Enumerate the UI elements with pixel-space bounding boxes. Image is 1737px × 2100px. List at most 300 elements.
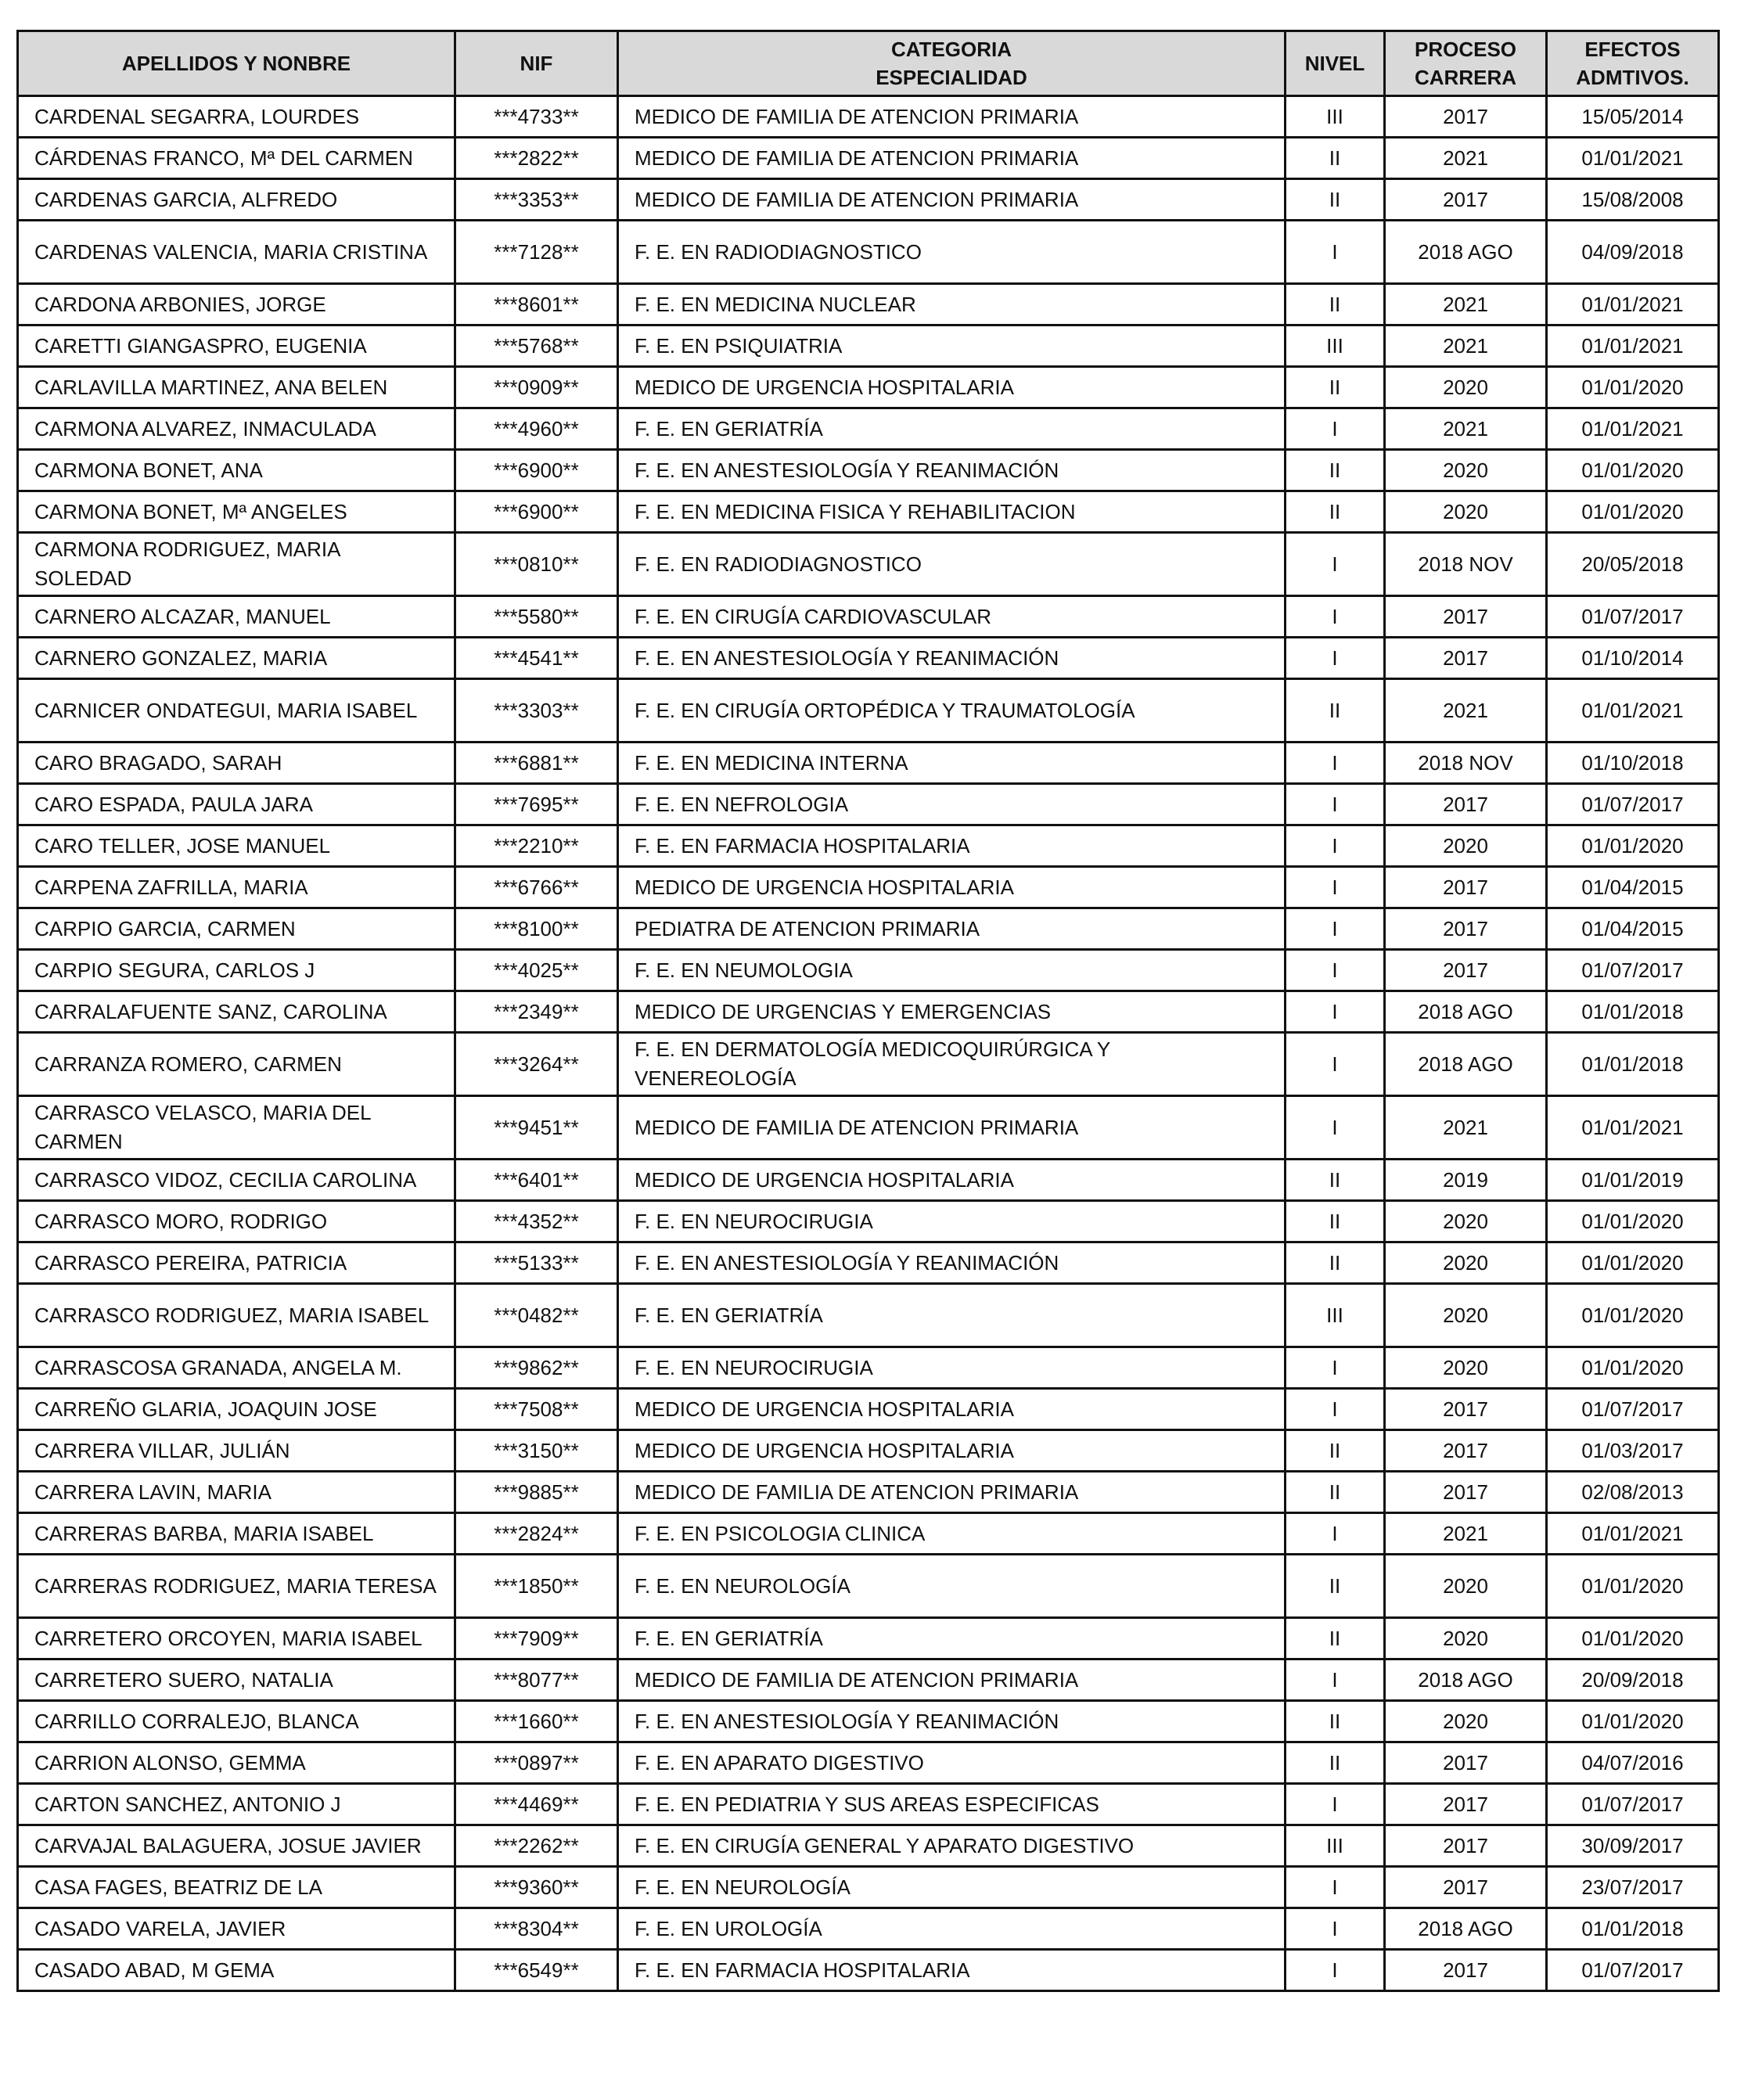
cell-name: CARRANZA ROMERO, CARMEN <box>18 1033 455 1096</box>
cell-process: 2017 <box>1385 96 1547 138</box>
cell-nif: ***9451** <box>455 1096 618 1160</box>
table-row <box>18 179 1719 221</box>
cell-process: 2020 <box>1385 367 1547 408</box>
cell-name: CARDONA ARBONIES, JORGE <box>18 284 455 325</box>
cell-nif: ***0897** <box>455 1742 618 1784</box>
table-row <box>18 1201 1719 1242</box>
cell-name: CARMONA ALVAREZ, INMACULADA <box>18 408 455 450</box>
cell-nif: ***4352** <box>455 1201 618 1242</box>
cell-effects-date: 01/01/2021 <box>1547 1513 1719 1555</box>
cell-name: CARNERO GONZALEZ, MARIA <box>18 638 455 679</box>
cell-process: 2017 <box>1385 1389 1547 1430</box>
cell-effects-date: 01/01/2018 <box>1547 991 1719 1033</box>
cell-category: F. E. EN GERIATRÍA <box>618 408 1286 450</box>
header-process-line1: PROCESO <box>1414 38 1517 61</box>
cell-process: 2021 <box>1385 284 1547 325</box>
cell-process: 2017 <box>1385 784 1547 825</box>
cell-nif: ***6401** <box>455 1160 618 1201</box>
cell-category: F. E. EN UROLOGÍA <box>618 1908 1286 1950</box>
cell-nif: ***0909** <box>455 367 618 408</box>
cell-category: F. E. EN CIRUGÍA CARDIOVASCULAR <box>618 596 1286 638</box>
cell-name: CARRASCO PEREIRA, PATRICIA <box>18 1242 455 1284</box>
cell-effects-date: 01/07/2017 <box>1547 1784 1719 1825</box>
table-row <box>18 1242 1719 1284</box>
cell-category: F. E. EN CIRUGÍA ORTOPÉDICA Y TRAUMATOLOGÍA <box>618 679 1286 743</box>
cell-level: II <box>1286 138 1385 179</box>
cell-level: I <box>1286 1389 1385 1430</box>
cell-effects-date: 01/03/2017 <box>1547 1430 1719 1472</box>
cell-nif: ***9885** <box>455 1472 618 1513</box>
cell-level: II <box>1286 367 1385 408</box>
cell-process: 2021 <box>1385 1096 1547 1160</box>
cell-category: F. E. EN ANESTESIOLOGÍA Y REANIMACIÓN <box>618 1242 1286 1284</box>
cell-effects-date: 01/07/2017 <box>1547 950 1719 991</box>
cell-effects-date: 01/01/2020 <box>1547 1242 1719 1284</box>
header-category-line2: ESPECIALIDAD <box>876 66 1027 89</box>
cell-process: 2020 <box>1385 1618 1547 1660</box>
cell-nif: ***2210** <box>455 825 618 867</box>
cell-nif: ***8304** <box>455 1908 618 1950</box>
cell-process: 2020 <box>1385 450 1547 491</box>
cell-category: MEDICO DE URGENCIA HOSPITALARIA <box>618 1160 1286 1201</box>
cell-nif: ***4469** <box>455 1784 618 1825</box>
cell-process: 2018 AGO <box>1385 991 1547 1033</box>
cell-level: II <box>1286 1201 1385 1242</box>
cell-process: 2020 <box>1385 491 1547 533</box>
cell-level: I <box>1286 908 1385 950</box>
cell-effects-date: 23/07/2017 <box>1547 1867 1719 1908</box>
table-row <box>18 743 1719 784</box>
table-row <box>18 1096 1719 1160</box>
cell-effects-date: 01/01/2020 <box>1547 367 1719 408</box>
cell-name: CARPENA ZAFRILLA, MARIA <box>18 867 455 908</box>
cell-level: II <box>1286 1701 1385 1742</box>
cell-category: F. E. EN ANESTESIOLOGÍA Y REANIMACIÓN <box>618 1701 1286 1742</box>
cell-name: CARNICER ONDATEGUI, MARIA ISABEL <box>18 679 455 743</box>
cell-category: F. E. EN ANESTESIOLOGÍA Y REANIMACIÓN <box>618 638 1286 679</box>
cell-process: 2018 NOV <box>1385 533 1547 596</box>
table-row <box>18 491 1719 533</box>
cell-name: CÁRDENAS FRANCO, Mª DEL CARMEN <box>18 138 455 179</box>
cell-level: I <box>1286 991 1385 1033</box>
cell-name: CARDENAS GARCIA, ALFREDO <box>18 179 455 221</box>
cell-process: 2017 <box>1385 950 1547 991</box>
cell-level: III <box>1286 96 1385 138</box>
cell-name: CARRILLO CORRALEJO, BLANCA <box>18 1701 455 1742</box>
cell-category: F. E. EN MEDICINA NUCLEAR <box>618 284 1286 325</box>
cell-level: II <box>1286 1242 1385 1284</box>
cell-level: I <box>1286 1867 1385 1908</box>
cell-nif: ***9360** <box>455 1867 618 1908</box>
cell-name: CARRERAS BARBA, MARIA ISABEL <box>18 1513 455 1555</box>
table-row <box>18 1950 1719 1991</box>
cell-effects-date: 01/01/2019 <box>1547 1160 1719 1201</box>
cell-level: II <box>1286 1742 1385 1784</box>
cell-process: 2018 AGO <box>1385 1660 1547 1701</box>
cell-name: CARRETERO SUERO, NATALIA <box>18 1660 455 1701</box>
cell-category: F. E. EN NEUROCIRUGIA <box>618 1347 1286 1389</box>
cell-effects-date: 01/07/2017 <box>1547 784 1719 825</box>
cell-nif: ***0482** <box>455 1284 618 1347</box>
cell-nif: ***6900** <box>455 450 618 491</box>
cell-effects-date: 01/01/2020 <box>1547 450 1719 491</box>
cell-nif: ***3150** <box>455 1430 618 1472</box>
cell-category: F. E. EN NEFROLOGIA <box>618 784 1286 825</box>
cell-nif: ***4733** <box>455 96 618 138</box>
cell-effects-date: 01/01/2020 <box>1547 1347 1719 1389</box>
cell-category: MEDICO DE FAMILIA DE ATENCION PRIMARIA <box>618 96 1286 138</box>
cell-category: MEDICO DE URGENCIA HOSPITALARIA <box>618 1389 1286 1430</box>
cell-effects-date: 01/01/2020 <box>1547 1201 1719 1242</box>
cell-category: F. E. EN FARMACIA HOSPITALARIA <box>618 1950 1286 1991</box>
cell-name: CARO ESPADA, PAULA JARA <box>18 784 455 825</box>
cell-category: F. E. EN NEUROLOGÍA <box>618 1867 1286 1908</box>
table-row <box>18 1389 1719 1430</box>
cell-nif: ***3264** <box>455 1033 618 1096</box>
cell-category: MEDICO DE URGENCIA HOSPITALARIA <box>618 1430 1286 1472</box>
table-row <box>18 1660 1719 1701</box>
header-effects-line2: ADMTIVOS. <box>1576 66 1689 89</box>
cell-name: CARRION ALONSO, GEMMA <box>18 1742 455 1784</box>
cell-effects-date: 02/08/2013 <box>1547 1472 1719 1513</box>
cell-effects-date: 01/01/2021 <box>1547 1096 1719 1160</box>
cell-process: 2017 <box>1385 638 1547 679</box>
cell-process: 2021 <box>1385 679 1547 743</box>
header-process-line2: CARRERA <box>1415 66 1516 89</box>
cell-nif: ***2822** <box>455 138 618 179</box>
cell-category: F. E. EN PEDIATRIA Y SUS AREAS ESPECIFICAS <box>618 1784 1286 1825</box>
cell-process: 2019 <box>1385 1160 1547 1201</box>
cell-nif: ***5768** <box>455 325 618 367</box>
table-row <box>18 1742 1719 1784</box>
cell-category: F. E. EN ANESTESIOLOGÍA Y REANIMACIÓN <box>618 450 1286 491</box>
table-row <box>18 221 1719 284</box>
career-level-table <box>16 30 1720 1992</box>
table-row <box>18 1908 1719 1950</box>
cell-effects-date: 01/01/2020 <box>1547 825 1719 867</box>
cell-name: CARPIO SEGURA, CARLOS J <box>18 950 455 991</box>
table-row <box>18 1555 1719 1618</box>
table-row <box>18 1618 1719 1660</box>
cell-name: CARRASCO VELASCO, MARIA DEL CARMEN <box>18 1096 455 1160</box>
table-row <box>18 450 1719 491</box>
table-row <box>18 825 1719 867</box>
cell-level: I <box>1286 1784 1385 1825</box>
cell-level: III <box>1286 1825 1385 1867</box>
cell-nif: ***2262** <box>455 1825 618 1867</box>
cell-category: F. E. EN GERIATRÍA <box>618 1618 1286 1660</box>
cell-name: CASA FAGES, BEATRIZ DE LA <box>18 1867 455 1908</box>
cell-process: 2017 <box>1385 1950 1547 1991</box>
cell-category: F. E. EN MEDICINA FISICA Y REHABILITACION <box>618 491 1286 533</box>
cell-effects-date: 01/01/2018 <box>1547 1908 1719 1950</box>
cell-effects-date: 01/01/2020 <box>1547 1618 1719 1660</box>
cell-level: I <box>1286 1033 1385 1096</box>
cell-effects-date: 01/04/2015 <box>1547 908 1719 950</box>
table-row <box>18 367 1719 408</box>
cell-nif: ***3353** <box>455 179 618 221</box>
cell-level: I <box>1286 1347 1385 1389</box>
cell-category: F. E. EN FARMACIA HOSPITALARIA <box>618 825 1286 867</box>
cell-process: 2017 <box>1385 867 1547 908</box>
cell-nif: ***6766** <box>455 867 618 908</box>
cell-process: 2017 <box>1385 1742 1547 1784</box>
header-process <box>1385 31 1547 96</box>
table-row <box>18 1825 1719 1867</box>
cell-category: MEDICO DE URGENCIA HOSPITALARIA <box>618 367 1286 408</box>
cell-nif: ***3303** <box>455 679 618 743</box>
cell-nif: ***9862** <box>455 1347 618 1389</box>
cell-level: II <box>1286 284 1385 325</box>
cell-process: 2017 <box>1385 1825 1547 1867</box>
cell-category: F. E. EN CIRUGÍA GENERAL Y APARATO DIGESTIVO <box>618 1825 1286 1867</box>
cell-category: F. E. EN APARATO DIGESTIVO <box>618 1742 1286 1784</box>
cell-category: MEDICO DE URGENCIA HOSPITALARIA <box>618 867 1286 908</box>
cell-process: 2017 <box>1385 179 1547 221</box>
cell-category: PEDIATRA DE ATENCION PRIMARIA <box>618 908 1286 950</box>
cell-nif: ***6549** <box>455 1950 618 1991</box>
cell-level: II <box>1286 450 1385 491</box>
cell-effects-date: 01/01/2021 <box>1547 408 1719 450</box>
cell-effects-date: 01/04/2015 <box>1547 867 1719 908</box>
table-row <box>18 1033 1719 1096</box>
cell-name: CARTON SANCHEZ, ANTONIO J <box>18 1784 455 1825</box>
table-row <box>18 408 1719 450</box>
cell-level: I <box>1286 950 1385 991</box>
cell-category: F. E. EN PSICOLOGIA CLINICA <box>618 1513 1286 1555</box>
table-row <box>18 1701 1719 1742</box>
cell-effects-date: 01/01/2021 <box>1547 138 1719 179</box>
table-row <box>18 1430 1719 1472</box>
cell-nif: ***2349** <box>455 991 618 1033</box>
cell-process: 2020 <box>1385 1284 1547 1347</box>
header-category-line1: CATEGORIA <box>890 38 1012 61</box>
cell-effects-date: 20/09/2018 <box>1547 1660 1719 1701</box>
cell-level: II <box>1286 1555 1385 1618</box>
table-row <box>18 1284 1719 1347</box>
cell-effects-date: 01/07/2017 <box>1547 596 1719 638</box>
cell-process: 2020 <box>1385 1201 1547 1242</box>
cell-level: I <box>1286 221 1385 284</box>
cell-level: I <box>1286 533 1385 596</box>
header-row <box>18 31 1719 96</box>
cell-effects-date: 01/01/2020 <box>1547 1701 1719 1742</box>
cell-category: F. E. EN NEUMOLOGIA <box>618 950 1286 991</box>
cell-process: 2017 <box>1385 1472 1547 1513</box>
cell-category: F. E. EN NEUROLOGÍA <box>618 1555 1286 1618</box>
table-row <box>18 679 1719 743</box>
cell-effects-date: 01/01/2020 <box>1547 1555 1719 1618</box>
cell-category: MEDICO DE URGENCIAS Y EMERGENCIAS <box>618 991 1286 1033</box>
cell-nif: ***7508** <box>455 1389 618 1430</box>
cell-category: F. E. EN RADIODIAGNOSTICO <box>618 221 1286 284</box>
cell-process: 2018 AGO <box>1385 1033 1547 1096</box>
cell-nif: ***0810** <box>455 533 618 596</box>
cell-category: MEDICO DE FAMILIA DE ATENCION PRIMARIA <box>618 1472 1286 1513</box>
cell-effects-date: 04/07/2016 <box>1547 1742 1719 1784</box>
cell-category: F. E. EN PSIQUIATRIA <box>618 325 1286 367</box>
cell-name: CARRASCOSA GRANADA, ANGELA M. <box>18 1347 455 1389</box>
cell-process: 2021 <box>1385 138 1547 179</box>
cell-nif: ***6881** <box>455 743 618 784</box>
cell-effects-date: 15/08/2008 <box>1547 179 1719 221</box>
table-row <box>18 533 1719 596</box>
cell-process: 2021 <box>1385 325 1547 367</box>
cell-effects-date: 01/07/2017 <box>1547 1389 1719 1430</box>
table-row <box>18 284 1719 325</box>
cell-nif: ***1660** <box>455 1701 618 1742</box>
cell-level: II <box>1286 491 1385 533</box>
cell-name: CARMONA BONET, ANA <box>18 450 455 491</box>
cell-name: CARRERAS RODRIGUEZ, MARIA TERESA <box>18 1555 455 1618</box>
cell-name: CARRETERO ORCOYEN, MARIA ISABEL <box>18 1618 455 1660</box>
cell-nif: ***8601** <box>455 284 618 325</box>
cell-nif: ***4541** <box>455 638 618 679</box>
cell-level: II <box>1286 679 1385 743</box>
cell-nif: ***5133** <box>455 1242 618 1284</box>
cell-effects-date: 01/01/2020 <box>1547 491 1719 533</box>
cell-name: CARRASCO RODRIGUEZ, MARIA ISABEL <box>18 1284 455 1347</box>
cell-level: I <box>1286 1908 1385 1950</box>
cell-name: CARRERA LAVIN, MARIA <box>18 1472 455 1513</box>
cell-process: 2017 <box>1385 1867 1547 1908</box>
cell-level: I <box>1286 638 1385 679</box>
cell-process: 2017 <box>1385 908 1547 950</box>
cell-name: CASADO VARELA, JAVIER <box>18 1908 455 1950</box>
cell-nif: ***7909** <box>455 1618 618 1660</box>
table-row <box>18 908 1719 950</box>
cell-effects-date: 04/09/2018 <box>1547 221 1719 284</box>
header-level: NIVEL <box>1286 31 1385 96</box>
cell-level: II <box>1286 1160 1385 1201</box>
cell-level: III <box>1286 325 1385 367</box>
cell-level: III <box>1286 1284 1385 1347</box>
cell-level: II <box>1286 1472 1385 1513</box>
cell-level: I <box>1286 784 1385 825</box>
cell-process: 2018 NOV <box>1385 743 1547 784</box>
cell-process: 2020 <box>1385 1555 1547 1618</box>
cell-effects-date: 01/10/2014 <box>1547 638 1719 679</box>
table-row <box>18 596 1719 638</box>
cell-level: I <box>1286 408 1385 450</box>
cell-level: I <box>1286 1950 1385 1991</box>
table-row <box>18 138 1719 179</box>
cell-effects-date: 30/09/2017 <box>1547 1825 1719 1867</box>
cell-category: F. E. EN NEUROCIRUGIA <box>618 1201 1286 1242</box>
cell-nif: ***6900** <box>455 491 618 533</box>
table-row <box>18 1867 1719 1908</box>
header-effects-line1: EFECTOS <box>1584 38 1681 61</box>
table-row <box>18 325 1719 367</box>
cell-category: MEDICO DE FAMILIA DE ATENCION PRIMARIA <box>618 138 1286 179</box>
cell-name: CARRERA VILLAR, JULIÁN <box>18 1430 455 1472</box>
cell-name: CARRASCO MORO, RODRIGO <box>18 1201 455 1242</box>
cell-name: CARMONA BONET, Mª ANGELES <box>18 491 455 533</box>
cell-effects-date: 20/05/2018 <box>1547 533 1719 596</box>
cell-nif: ***8077** <box>455 1660 618 1701</box>
cell-effects-date: 01/01/2021 <box>1547 284 1719 325</box>
cell-nif: ***1850** <box>455 1555 618 1618</box>
table-row <box>18 1347 1719 1389</box>
cell-process: 2021 <box>1385 1513 1547 1555</box>
cell-process: 2021 <box>1385 408 1547 450</box>
cell-nif: ***5580** <box>455 596 618 638</box>
table-row <box>18 991 1719 1033</box>
cell-nif: ***7128** <box>455 221 618 284</box>
cell-effects-date: 15/05/2014 <box>1547 96 1719 138</box>
header-category <box>618 31 1286 96</box>
cell-level: I <box>1286 1660 1385 1701</box>
cell-name: CARO TELLER, JOSE MANUEL <box>18 825 455 867</box>
cell-name: CARETTI GIANGASPRO, EUGENIA <box>18 325 455 367</box>
cell-effects-date: 01/10/2018 <box>1547 743 1719 784</box>
cell-level: II <box>1286 1430 1385 1472</box>
cell-nif: ***2824** <box>455 1513 618 1555</box>
cell-process: 2018 AGO <box>1385 1908 1547 1950</box>
cell-level: I <box>1286 867 1385 908</box>
cell-nif: ***4025** <box>455 950 618 991</box>
cell-effects-date: 01/01/2021 <box>1547 679 1719 743</box>
cell-nif: ***7695** <box>455 784 618 825</box>
cell-process: 2020 <box>1385 1701 1547 1742</box>
cell-category: F. E. EN MEDICINA INTERNA <box>618 743 1286 784</box>
cell-nif: ***8100** <box>455 908 618 950</box>
cell-level: I <box>1286 596 1385 638</box>
cell-name: CARDENAS VALENCIA, MARIA CRISTINA <box>18 221 455 284</box>
cell-name: CARVAJAL BALAGUERA, JOSUE JAVIER <box>18 1825 455 1867</box>
cell-process: 2017 <box>1385 1430 1547 1472</box>
cell-name: CARDENAL SEGARRA, LOURDES <box>18 96 455 138</box>
cell-level: I <box>1286 1513 1385 1555</box>
table-row <box>18 1472 1719 1513</box>
table-body <box>18 96 1719 1991</box>
cell-name: CARREÑO GLARIA, JOAQUIN JOSE <box>18 1389 455 1430</box>
cell-name: CARMONA RODRIGUEZ, MARIA SOLEDAD <box>18 533 455 596</box>
cell-name: CARRALAFUENTE SANZ, CAROLINA <box>18 991 455 1033</box>
cell-category: MEDICO DE FAMILIA DE ATENCION PRIMARIA <box>618 1096 1286 1160</box>
table-row <box>18 867 1719 908</box>
header-name: APELLIDOS Y NONBRE <box>18 31 455 96</box>
table-row <box>18 1513 1719 1555</box>
cell-process: 2020 <box>1385 1347 1547 1389</box>
cell-process: 2018 AGO <box>1385 221 1547 284</box>
table-row <box>18 784 1719 825</box>
header-effects <box>1547 31 1719 96</box>
cell-level: I <box>1286 825 1385 867</box>
cell-effects-date: 01/07/2017 <box>1547 1950 1719 1991</box>
cell-process: 2020 <box>1385 1242 1547 1284</box>
table-row <box>18 96 1719 138</box>
table-row <box>18 1784 1719 1825</box>
cell-category: MEDICO DE FAMILIA DE ATENCION PRIMARIA <box>618 1660 1286 1701</box>
cell-name: CARRASCO VIDOZ, CECILIA CAROLINA <box>18 1160 455 1201</box>
cell-effects-date: 01/01/2020 <box>1547 1284 1719 1347</box>
cell-category: F. E. EN DERMATOLOGÍA MEDICOQUIRÚRGICA Y VENEREOLOGÍA <box>618 1033 1286 1096</box>
table-row <box>18 950 1719 991</box>
cell-effects-date: 01/01/2018 <box>1547 1033 1719 1096</box>
table-row <box>18 1160 1719 1201</box>
cell-effects-date: 01/01/2021 <box>1547 325 1719 367</box>
table-row <box>18 638 1719 679</box>
cell-name: CARPIO GARCIA, CARMEN <box>18 908 455 950</box>
cell-process: 2017 <box>1385 1784 1547 1825</box>
cell-name: CARNERO ALCAZAR, MANUEL <box>18 596 455 638</box>
cell-name: CASADO ABAD, M GEMA <box>18 1950 455 1991</box>
cell-category: F. E. EN GERIATRÍA <box>618 1284 1286 1347</box>
cell-nif: ***4960** <box>455 408 618 450</box>
cell-process: 2020 <box>1385 825 1547 867</box>
cell-level: I <box>1286 1096 1385 1160</box>
